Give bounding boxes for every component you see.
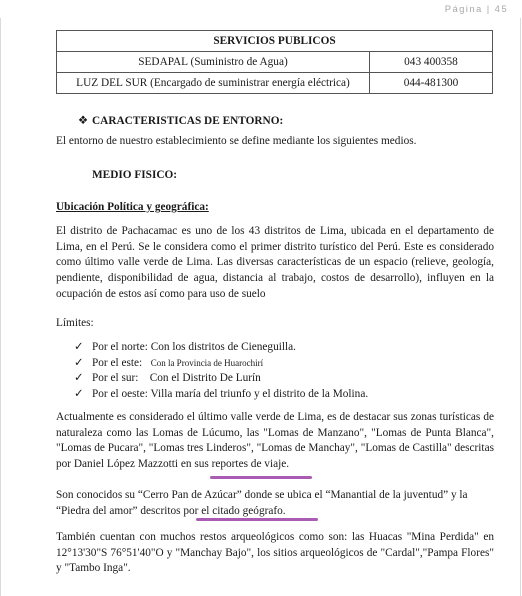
limit-value: Con la Provincia de Huarochirí xyxy=(150,357,264,368)
page-right-edge xyxy=(520,18,521,596)
services-table-header: SERVICIOS PUBLICOS xyxy=(57,31,493,52)
limit-direction: Por el oeste: xyxy=(92,388,148,401)
annotation-underline xyxy=(210,476,312,479)
diamond-bullet-icon: ❖ xyxy=(77,115,89,127)
paragraph-restos: También cuentan con muchos restos arqueológicos como son: las Huacas "Mina Perdida" en 12°13'30"S 76°51'40"O y "Manchay Bajo", los sitios arqueológicos de "Cardal","Pampa Flores" y "Tambo Inga". xyxy=(56,531,494,575)
list-item xyxy=(74,340,474,356)
service-phone: 044-481300 xyxy=(370,73,493,94)
checkmark-icon: ✓ xyxy=(74,356,84,369)
location-paragraph: El distrito de Pachacamac es uno de los 43 distritos de Lima, ubicada en el departamento de Lima, en el Perú. Se le considera como el primer distrito turístico del Perú. Este es considerado como último valle verde de Lima. Las diversas características de un espacio (relieve, geología, pendiente, disponibilidad de agua, distancia al trabajo, costos de desarrollo), influyen en la ocupación de estos así como para uso de suelo xyxy=(56,225,494,300)
subsection-title: MEDIO FISICO: xyxy=(92,169,178,181)
checkmark-icon: ✓ xyxy=(74,341,84,353)
service-name: SEDAPAL (Suministro de Agua) xyxy=(57,52,370,73)
checkmark-icon: ✓ xyxy=(74,372,84,385)
location-heading: Ubicación Política y geográfica: xyxy=(56,201,209,213)
table-row xyxy=(57,52,493,73)
page-left-edge xyxy=(0,18,1,596)
table-row xyxy=(57,73,493,94)
paragraph-cerro: Son conocidos su “Cerro Pan de Azúcar” donde se ubica el “Manantial de la juventud” y la “Piedra del amor” descritos por el citado geógrafo. xyxy=(56,489,468,517)
limits-label: Límites: xyxy=(56,317,94,329)
service-phone: 043 400358 xyxy=(370,52,493,73)
limit-direction: Por el sur: xyxy=(92,372,139,385)
limit-value: Con los distritos de Cieneguilla. xyxy=(150,341,296,353)
services-table xyxy=(56,30,493,94)
list-item xyxy=(74,356,474,372)
section-title: ❖ CARACTERISTICAS DE ENTORNO: xyxy=(74,114,512,130)
services-table-header-row xyxy=(57,31,493,52)
limit-direction: Por el este: xyxy=(92,356,143,369)
limit-direction: Por el norte: xyxy=(92,341,148,353)
list-item xyxy=(74,387,474,403)
checkmark-icon: ✓ xyxy=(74,388,84,401)
section-intro: El entorno de nuestro establecimiento se define mediante los siguientes medios. xyxy=(56,135,417,147)
service-name: LUZ DEL SUR (Encargado de suministrar energía eléctrica) xyxy=(57,73,370,94)
paragraph-lomas: Actualmente es considerado el último valle verde de Lima, es de destacar sus zonas turísticas de naturaleza como las Lomas de Lúcumo, las "Lomas de Manzano", "Lomas de Punta Blanca", "Lomas de Pucara", "Lomas tres Linderos", "Lomas de Manchay", "Lomas de Castilla" descritas por Daniel López Mazzotti en sus reportes de viaje. xyxy=(56,411,494,471)
limits-list xyxy=(74,340,474,403)
list-item xyxy=(74,371,474,387)
limit-value: Villa maría del triunfo y el distrito de la Molina. xyxy=(150,388,369,401)
page-number: Página | 45 xyxy=(444,4,508,15)
limit-value: Con el Distrito De Lurín xyxy=(149,372,261,385)
annotation-underline xyxy=(196,518,318,521)
